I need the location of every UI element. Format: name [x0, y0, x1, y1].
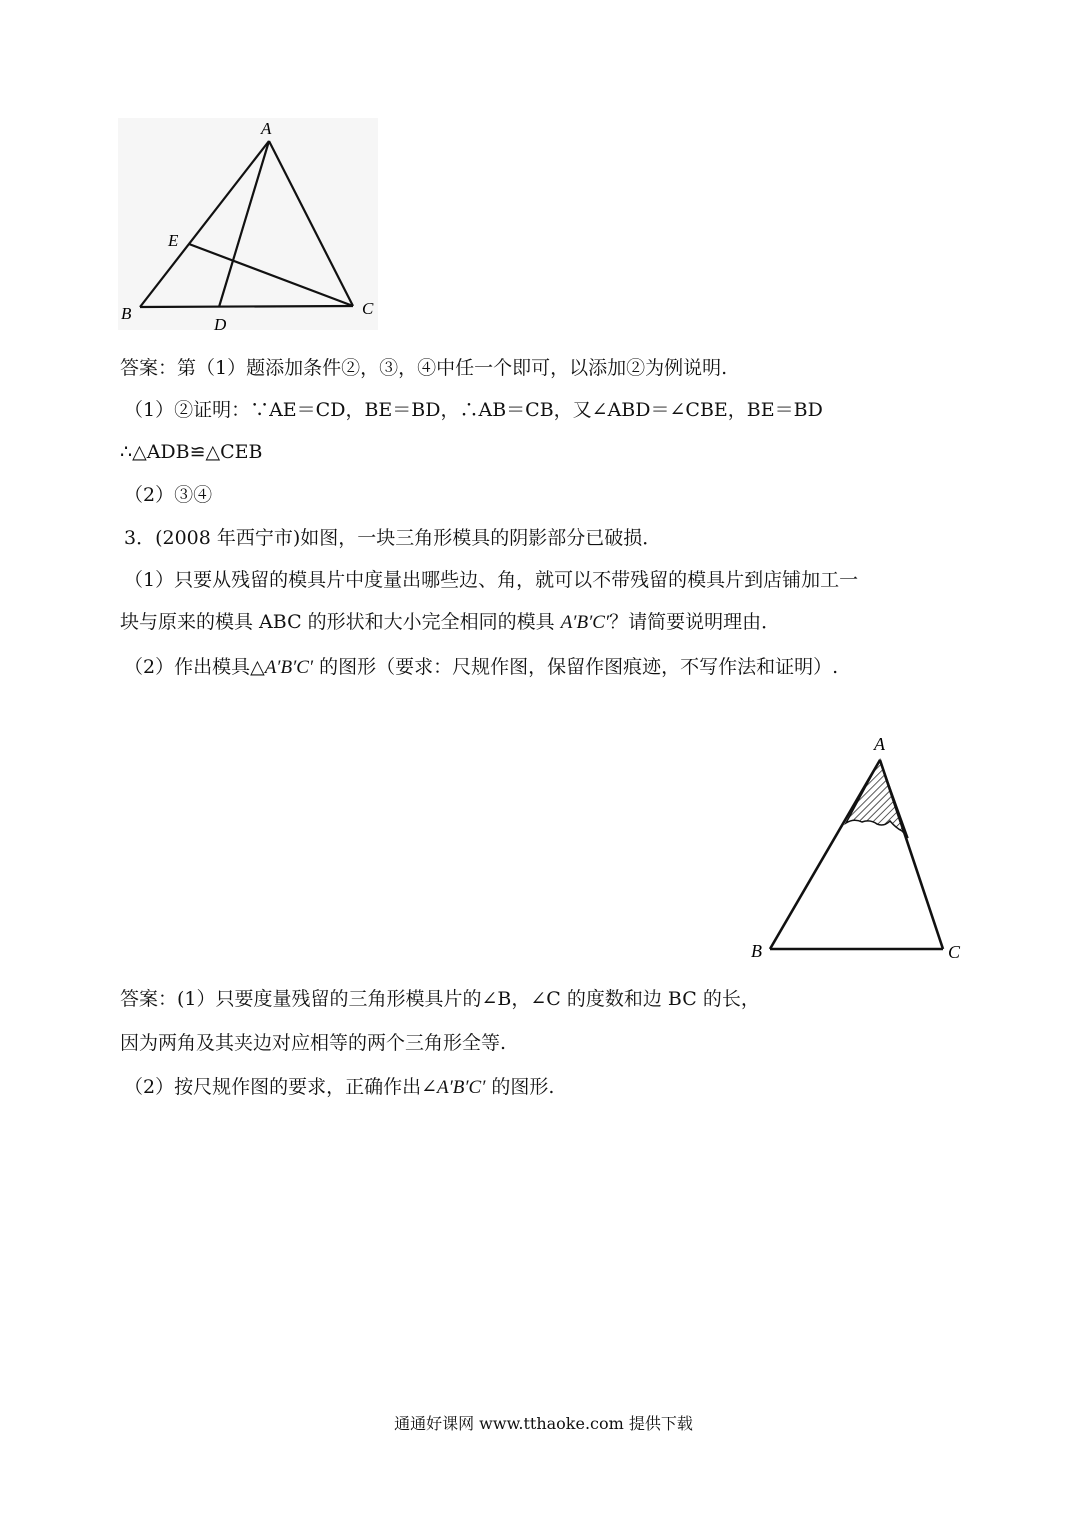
problem3-q2	[124, 654, 838, 681]
segment-bc	[140, 306, 353, 307]
q1-line2-tail: ？请简要说明理由．	[609, 611, 781, 633]
answer1-line2: （1）②证明：∵AE＝CD，BE＝BD，∴AB＝CB，又∠ABD＝∠CBE，BE＝BD	[124, 399, 823, 421]
answer3-line3-tail: 的图形.	[485, 1076, 555, 1098]
problem3-q1-line2	[120, 609, 780, 636]
page-footer: 通通好课网 www.tthaoke.com 提供下载	[394, 1414, 693, 1433]
q2-math: A′B′C′	[264, 657, 314, 678]
label-b: B	[121, 304, 132, 323]
label-e: E	[168, 231, 179, 250]
q2-tail: 的图形（要求：尺规作图，保留作图痕迹，不写作法和证明）.	[313, 656, 839, 678]
q1-line2-math: A′B′C′	[560, 612, 610, 633]
mold-label-b: B	[751, 941, 762, 961]
label-d: D	[214, 315, 227, 334]
answer1-line4: （2）③④	[124, 484, 213, 506]
label-c: C	[362, 299, 374, 318]
figure-triangle-abc-ed	[110, 110, 400, 340]
side-ac	[880, 760, 943, 949]
side-ab	[770, 760, 880, 949]
answer3-line2: 因为两角及其夹边对应相等的两个三角形全等.	[120, 1032, 507, 1054]
answer3-line3	[124, 1074, 554, 1101]
mold-label-c: C	[948, 942, 961, 962]
label-a: A	[261, 119, 272, 138]
answer3-line1: 答案：(1）只要度量残留的三角形模具片的∠B，∠C 的度数和边 BC 的长，	[120, 988, 760, 1010]
mold-label-a: A	[874, 734, 885, 754]
problem3-title: 3．(2008 年西宁市)如图，一块三角形模具的阴影部分已破损．	[124, 527, 662, 549]
problem3-q1-line1: （1）只要从残留的模具片中度量出哪些边、角，就可以不带残留的模具片到店铺加工一	[124, 569, 859, 591]
answer3-line3-math: A′B′C′	[437, 1077, 486, 1098]
q2-text: （2）作出模具△	[124, 656, 265, 678]
answer3-line3-text: （2）按尺规作图的要求，正确作出∠	[124, 1076, 438, 1098]
q1-line2-text: 块与原来的模具 ABC 的形状和大小完全相同的模具	[120, 611, 561, 633]
figure-background	[118, 118, 378, 330]
answer1-line1: 答案：第（1）题添加条件②，③，④中任一个即可，以添加②为例说明.	[120, 357, 728, 379]
damaged-region	[846, 760, 908, 838]
answer1-line3: ∴△ADB≌△CEB	[120, 441, 263, 463]
figure-broken-mold	[740, 728, 980, 968]
